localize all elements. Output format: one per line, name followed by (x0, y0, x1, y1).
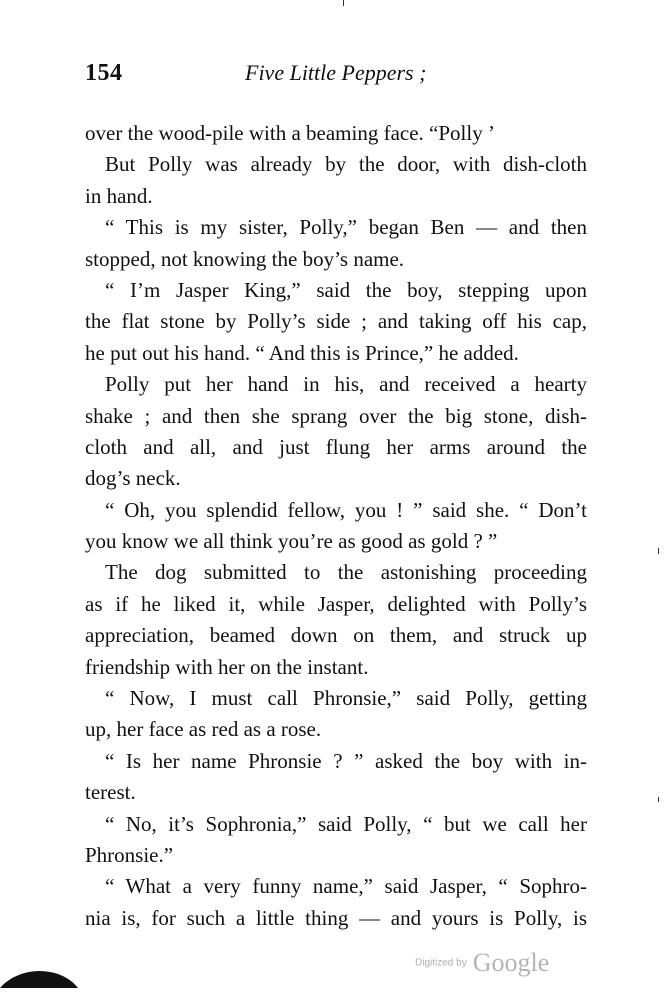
text-line: over the wood-pile with a beaming face. “Polly ’ (85, 121, 495, 145)
text-line: “ I’m Jasper King,” said the boy, stepping upon (105, 277, 587, 302)
text-line: “ This is my sister, Polly,” began Ben — and then (105, 215, 587, 240)
running-title: Five Little Peppers ; (245, 60, 427, 85)
page-header (85, 60, 585, 90)
text-line: terest. (85, 780, 136, 805)
digitization-watermark (415, 948, 549, 978)
text-line: “ Is her name Phronsie ? ” asked the boy with in- (105, 748, 587, 773)
text-line: The dog submitted to the astonishing proceeding (105, 560, 587, 585)
text-line: the flat stone by Polly’s side ; and taking off his cap, (85, 309, 587, 334)
text-line: Polly put her hand in his, and received a hearty (105, 372, 587, 397)
text-line: in hand. (85, 183, 153, 208)
digitized-by-label: Digitized by (415, 957, 467, 969)
text-line: you know we all think you’re as good as gold ? ” (85, 529, 498, 554)
google-wordmark: Google (472, 948, 550, 977)
scan-mark-right-lower (658, 797, 659, 802)
scan-mark-right (658, 548, 659, 554)
text-line: But Polly was already by the door, with dish-cloth (105, 152, 587, 177)
text-line: dog’s neck. (85, 466, 181, 491)
text-line: appreciation, beamed down on them, and struck up (85, 623, 587, 648)
scan-thumb-shadow (0, 962, 80, 990)
text-line: “ No, it’s Sophronia,” said Polly, “ but we call her (105, 811, 587, 836)
text-line: up, her face as red as a rose. (85, 717, 322, 742)
text-line: “ Now, I must call Phronsie,” said Polly, getting (105, 686, 587, 711)
text-line: cloth and all, and just flung her arms around the (85, 434, 587, 459)
text-line: “ Oh, you splendid fellow, you ! ” said she. “ Don’t (105, 497, 587, 522)
text-line: stopped, not knowing the boy’s name. (85, 246, 405, 271)
text-line: friendship with her on the instant. (85, 654, 369, 679)
scan-mark-top (343, 0, 344, 6)
text-line: “ What a very funny name,” said Jasper, “ Sophro- (105, 874, 587, 899)
page-number: 154 (85, 60, 123, 86)
text-line: as if he liked it, while Jasper, delighted with Polly’s (85, 591, 587, 616)
body-text (85, 118, 587, 934)
text-line: Phronsie.” (85, 842, 174, 867)
text-line: shake ; and then she sprang over the big stone, dish- (85, 403, 587, 428)
text-line: he put out his hand. “ And this is Prince,” he added. (85, 340, 519, 365)
text-line: nia is, for such a little thing — and yours is Polly, is (85, 905, 587, 930)
